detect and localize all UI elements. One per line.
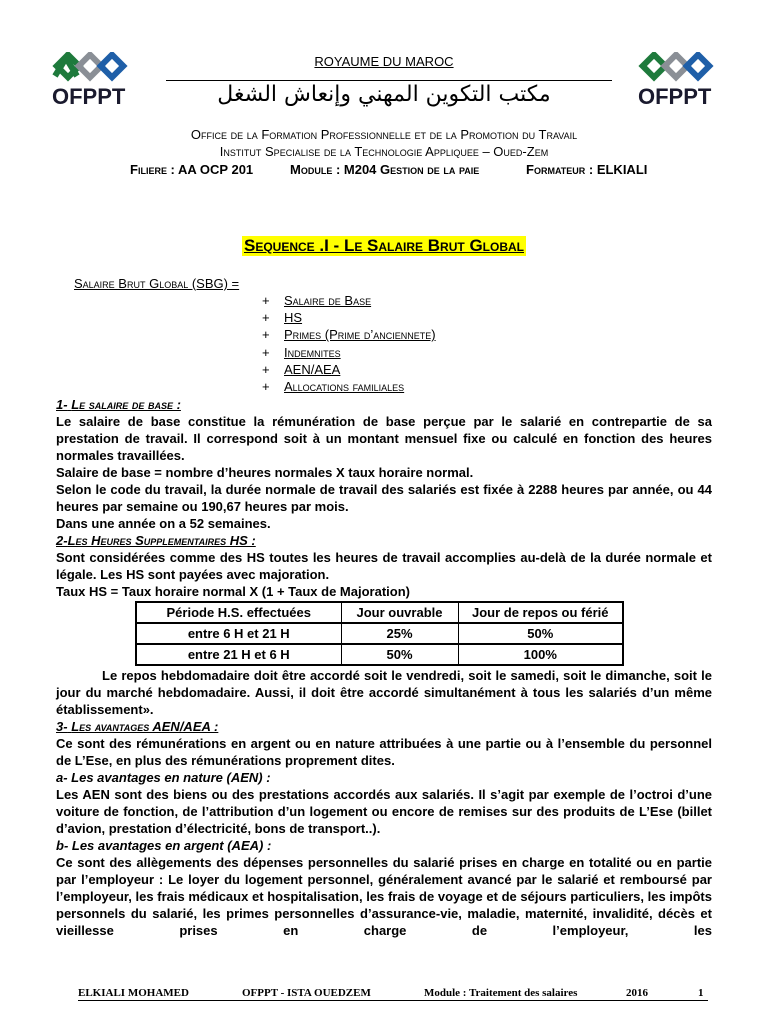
section-2-title: 2-Les Heures Supplementaires HS : [56,533,256,548]
table-cell: 50% [458,623,623,644]
section-2-continued [56,667,712,939]
section-3-paragraph: Ce sont des rémunérations en argent ou en nature attribuées à une partie ou à l’ensemble du personnel de L’Ese, en plus des rémunérations proprement dites. [56,736,712,768]
page-footer [78,987,708,1001]
section-2-paragraph: Sont considérées comme des HS toutes les heures de travail accomplies au-delà de la durée normale et légale. Les HS sont payées avec majoration. [56,550,712,582]
arabic-heading: مكتب التكوين المهني وإنعاش الشغل [217,82,551,107]
title-wrap [0,236,768,256]
royaume-heading: ROYAUME DU MAROC [314,54,454,69]
section-1 [56,396,712,600]
table-cell: entre 21 H et 6 H [136,644,341,665]
section-3-title: 3- Les avantages AEN/AEA : [56,719,219,734]
sbg-list [262,292,436,395]
footer-page-number: 1 [698,987,704,999]
table-cell: 50% [341,644,458,665]
list-item: + AEN/AEA [262,361,341,377]
footer-org: OFPPT - ISTA OUEDZEM [242,987,371,999]
office-line: Office de la Formation Professionnelle et de la Promotion du Travail [190,127,578,142]
table-row [136,623,623,644]
page-title: Sequence .I - Le Salaire Brut Global [243,236,524,255]
filiere-label: Filiere : AA OCP 201 [130,162,254,177]
section-3a-title: a- Les avantages en nature (AEN) : [56,770,271,785]
section-3a-paragraph: Les AEN sont des biens ou des prestations accordés aux salariés. Il s’agit par exemple de l’octroi d’une voiture de fonction, de l’attribution d’un logement ou encore de remises sur des produits de L’Ese (billet d’avion, prestation d’électricité, bons de transport..). [56,787,712,836]
footer-module: Module : Traitement des salaires [424,987,578,999]
section-1-title: 1- Le salaire de base : [56,397,181,412]
table-header-cell: Période H.S. effectuées [136,602,341,623]
institut-line: Institut Specialise de la Technologie Appliquee – Oued-Zem [219,144,549,159]
section-3b-title: b- Les avantages en argent (AEA) : [56,838,272,853]
list-item: + Indemnites [262,344,341,360]
header-divider [166,80,612,81]
section-2-formula: Taux HS = Taux horaire normal X (1 + Taux de Majoration) [56,584,410,599]
section-3b-paragraph: Ce sont des allègements des dépenses personnelles du salarié prises en charge en totalité ou en partie par l’employeur : Le loyer du logement personnel, généralement avancé par le salarié et remboursé par l’employeur, les frais médicaux et hospitalisation, les frais de voyage et de séjours particuliers, les impôts personnels du salarié, les primes personnelles d’assurance-vie, maladie, maternité, invalidité, décès et vieillesse prises en charge de l’employeur, les [56,855,712,938]
table-cell: 100% [458,644,623,665]
hs-table [135,601,624,666]
section-1-paragraph: Le salaire de base constitue la rémunération de base perçue par le salarié en contrepartie de sa prestation de travail. Il correspond soit à un montant mensuel fixe ou calculé en fonction des heures normales travaillées. [56,414,712,463]
table-header-cell: Jour de repos ou férié [458,602,623,623]
formateur-label: Formateur : ELKIALI [526,162,648,177]
section-1-formula: Salaire de base = nombre d’heures normales X taux horaire normal. [56,465,474,480]
table-header-row [136,602,623,623]
sbg-label: Salaire Brut Global (SBG) = [74,276,240,291]
footer-author: ELKIALI MOHAMED [78,987,189,999]
logo-text: OFPPT [52,84,126,109]
table-cell: entre 6 H et 21 H [136,623,341,644]
list-item: + Allocations familiales [262,379,405,395]
table-cell: 25% [341,623,458,644]
table-header-cell: Jour ouvrable [341,602,458,623]
section-2-paragraph: Le repos hebdomadaire doit être accordé soit le vendredi, soit le samedi, soit le dimanche, soit le jour du marché hebdomadaire. Aussi, il doit être accordé simultanément à tous les salariés d’un même établissement». [56,668,712,717]
module-label: Module : M204 Gestion de la paie [290,162,480,177]
logo-text: OFPPT [638,84,712,109]
list-item: + HS [262,310,303,326]
section-1-paragraph: Selon le code du travail, la durée normale de travail des salariés est fixée à 2288 heures par année, ou 44 heures par semaine ou 190,67 heures par mois. [56,482,712,514]
table-row [136,644,623,665]
list-item: + Primes (Prime d’anciennete) [262,327,436,343]
list-item: + Salaire de Base [262,293,372,308]
section-1-paragraph: Dans une année on a 52 semaines. [56,516,271,531]
footer-year: 2016 [626,987,648,999]
